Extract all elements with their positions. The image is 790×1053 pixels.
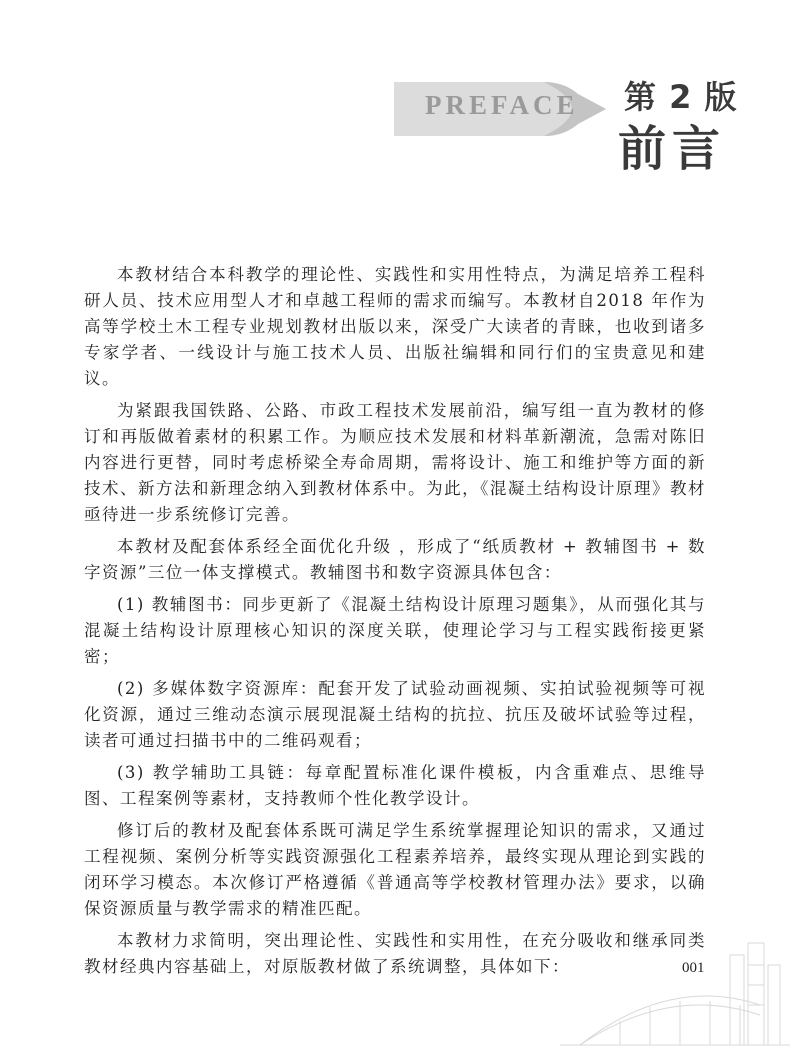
paragraph: 为紧跟我国铁路、公路、市政工程技术发展前沿，编写组一直为教材的修订和再版做着素材的积累工作。为顺应技术发展和材料革新潮流，急需对陈旧内容进行更替，同时考虑桥梁全寿命周期，需将设计、施工和维护等方面的新技术、新方法和新理念纳入到教材体系中。为此，《混凝土结构设计原理》教材亟待进一步系统修订完善。 [84, 401, 706, 524]
paragraph: (2) 多媒体数字资源库：配套开发了试验动画视频、实拍试验视频等可视化资源，通过三维动态演示展现混凝土结构的抗拉、抗压及破坏试验等过程，读者可通过扫描书中的二维码观看； [84, 679, 706, 750]
edition-label: 第 2 版 [624, 78, 738, 116]
preface-label: PREFACE [425, 90, 579, 120]
paragraph: (3) 教学辅助工具链：每章配置标准化课件模板，内含重难点、思维导图、工程案例等素材，支持教师个性化教学设计。 [84, 763, 706, 808]
paragraph: 本教材及配套体系经全面优化升级 ，形成了“纸质教材 + 教辅图书 + 数字资源”三位一体支撑模式。教辅图书和数字资源具体包含： [84, 537, 706, 582]
paragraph: (1) 教辅图书：同步更新了《混凝土结构设计原理习题集》，从而强化其与混凝土结构设计原理核心知识的深度关联，使理论学习与工程实践衔接更紧密； [84, 595, 706, 666]
paragraph: 修订后的教材及配套体系既可满足学生系统掌握理论知识的需求，又通过工程视频、案例分析等实践资源强化工程素养培养，最终实现从理论到实践的闭环学习模态。本次修订严格遵循《普通高等学校教材管理办法》要求，以确保资源质量与教学需求的精准匹配。 [84, 821, 706, 918]
page-header [0, 0, 790, 200]
page-title: 前言 [618, 121, 727, 177]
paragraph: 本教材力求简明，突出理论性、实践性和实用性，在充分吸收和继承同类教材经典内容基础上，对原版教材做了系统调整，具体如下： [84, 931, 706, 976]
preface-body [84, 262, 706, 986]
bridge-illustration-icon [560, 935, 790, 1053]
paragraph: 本教材结合本科教学的理论性、实践性和实用性特点，为满足培养工程科研人员、技术应用型人才和卓越工程师的需求而编写。本教材自2018 年作为高等学校土木工程专业规划教材出版以来，深受广大读者的青睐，也收到诸多专家学者、一线设计与施工技术人员、出版社编辑和同行们的宝贵意见和建议。 [84, 265, 706, 388]
page-number: 001 [682, 960, 705, 976]
